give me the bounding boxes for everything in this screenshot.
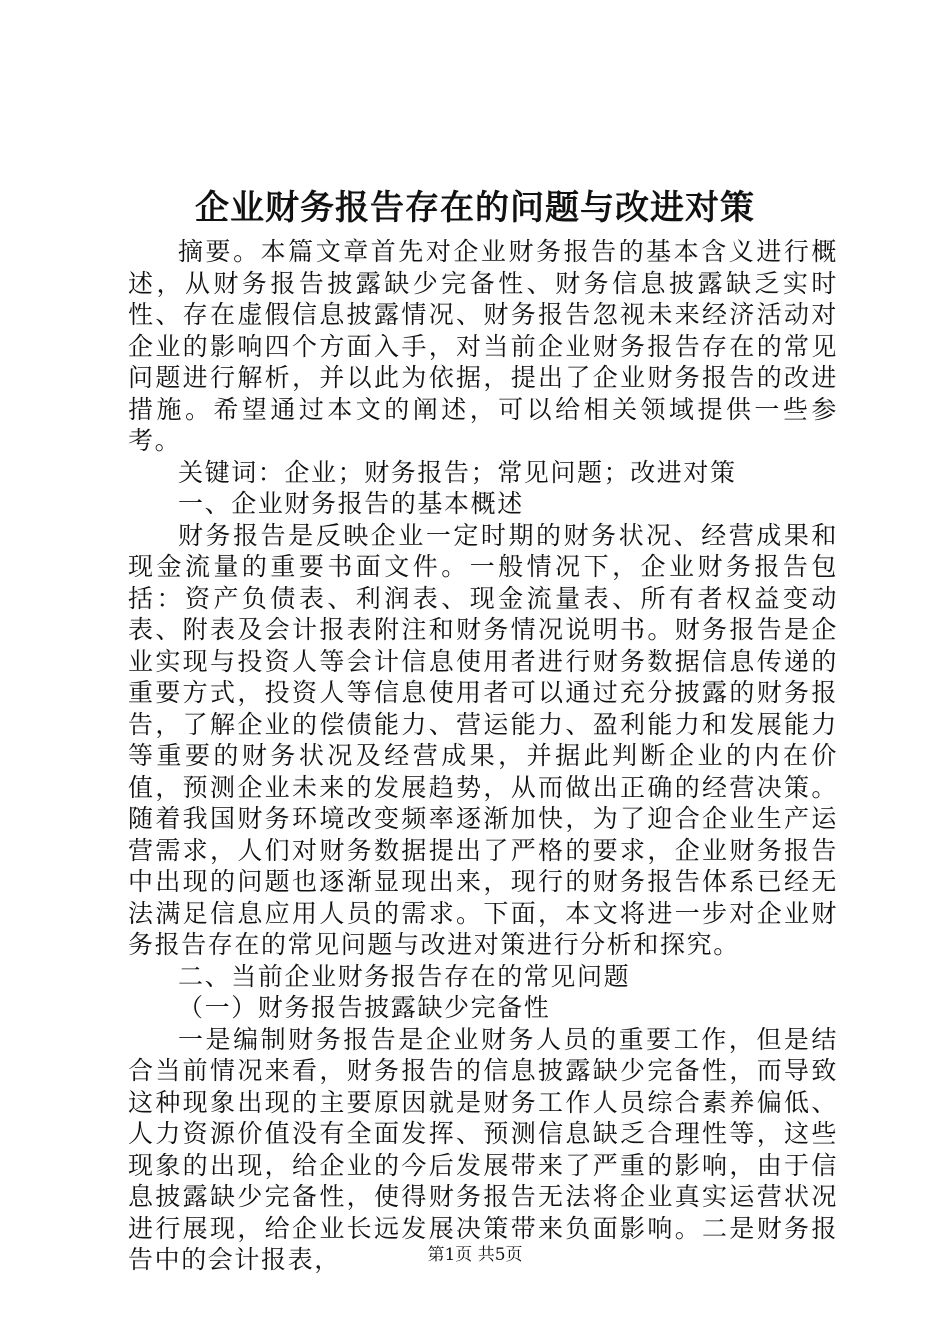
page-footer: 第1页 共5页 (427, 1245, 523, 1265)
section-heading-2: 二、当前企业财务报告存在的常见问题 (178, 961, 631, 991)
section-heading-1: 一、企业财务报告的基本概述 (178, 489, 524, 518)
document-body (128, 236, 838, 1276)
document-title: 企业财务报告存在的问题与改进对策 (195, 188, 755, 228)
keywords-paragraph: 关键词：企业；财务报告；常见问题；改进对策 (178, 457, 737, 487)
subsection-heading-1: （一）财务报告披露缺少完备性 (178, 993, 551, 1022)
body-paragraph: 一是编制财务报告是企业财务人员的重要工作，但是结合当前情况来看，财务报告的信息披露缺少完备性，而导致这种现象出现的主要原因就是财务工作人员综合素养偏低、人力资源价值没有全面发挥、预测信息缺乏合理性等，这些现象的出现，给企业的今后发展带来了严重的影响，由于信息披露缺少完备性，使得财务报告无法将企业真实运营状况进行展现，给企业长远发展决策带来负面影响。二是财务报告中的会计报表， (128, 1024, 838, 1274)
body-paragraph: 财务报告是反映企业一定时期的财务状况、经营成果和现金流量的重要书面文件。一般情况下，企业财务报告包括：资产负债表、利润表、现金流量表、所有者权益变动表、附表及会计报表附注和财务情况说明书。财务报告是企业实现与投资人等会计信息使用者进行财务数据信息传递的重要方式，投资人等信息使用者可以通过充分披露的财务报告，了解企业的偿债能力、营运能力、盈利能力和发展能力等重要的财务状况及经营成果，并据此判断企业的内在价值，预测企业未来的发展趋势，从而做出正确的经营决策。随着我国财务环境改变频率逐渐加快，为了迎合企业生产运营需求，人们对财务数据提出了严格的要求，企业财务报告中出现的问题也逐渐显现出来，现行的财务报告体系已经无法满足信息应用人员的需求。下面，本文将进一步对企业财务报告存在的常见问题与改进对策进行分析和探究。 (128, 520, 838, 959)
abstract-paragraph: 摘要。本篇文章首先对企业财务报告的基本含义进行概述，从财务报告披露缺少完备性、财务信息披露缺乏实时性、存在虚假信息披露情况、财务报告忽视未来经济活动对企业的影响四个方面入手，对当前企业财务报告存在的常见问题进行解析，并以此为依据，提出了企业财务报告的改进措施。希望通过本文的阐述，可以给相关领域提供一些参考。 (128, 237, 838, 455)
